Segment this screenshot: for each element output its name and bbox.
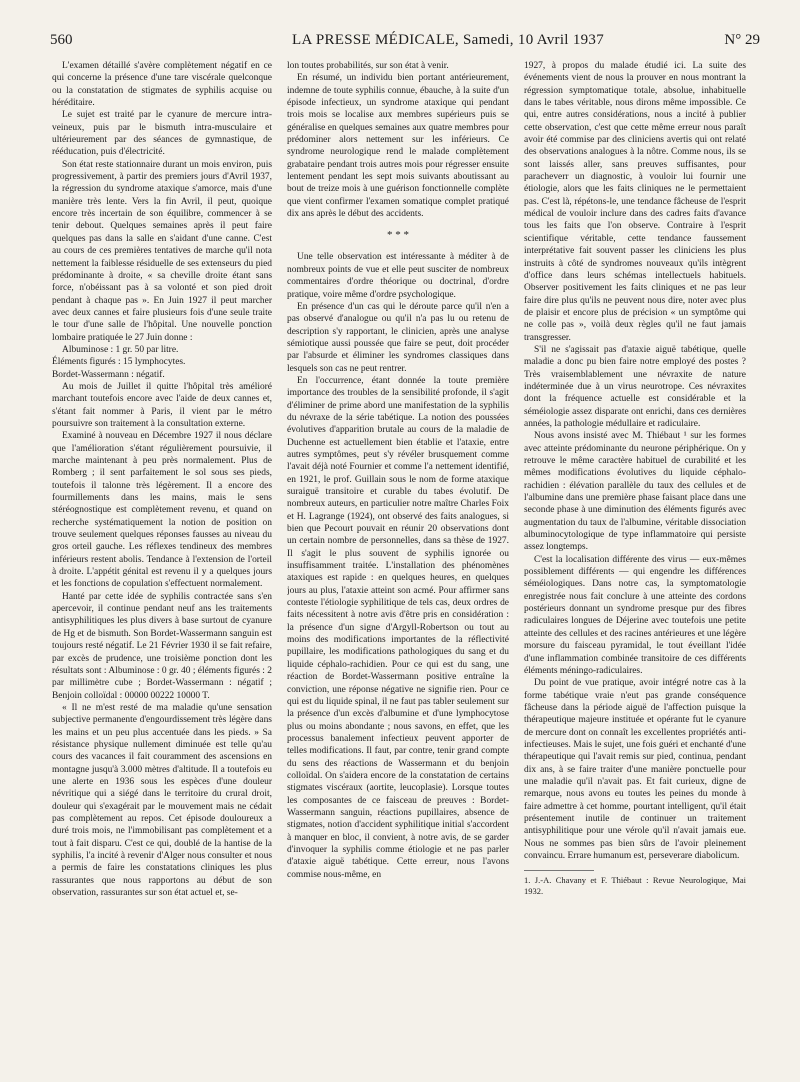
- paragraph: En l'occurrence, étant donnée la toute première importance des troubles de la sensibilité profonde, il s'agit d'éliminer de prime abord une manifestation de la syphilis du névraxe de la série tabétique. La notion des poussées évolutives d'apparition brutale au cours de la maladie de Duchenne est actuellement bien établie et l'ataxie, entre autres symptômes, peut s'y révéler brusquement comme l'avait déjà noté Fournier et comme l'a nettement identifié, en 1921, le prof. Guillain sous le nom de forme ataxique suraiguë transitoire et curable du tabes évolutif. De nombreux auteurs, en particulier notre maître Charles Foix et H. Lagrange (1924), ont observé des faits analogues, si bien que Pecourt pouvait en réunir 20 observations dont un certain nombre de personnelles, dans sa thèse de 1927. Il s'agit le plus souvent de syphilis ignorée ou insuffisamment traitée. L'installation des phénomènes ataxiques est rapide : en quelques heures, en quelques jours au plus, l'ataxie atteint son acmé. Pour affirmer sans conteste l'étiologie syphilitique de tels cas, deux ordres de faits nécessitent à notre avis d'être pris en considération : la présence d'un signe d'Argyll-Robertson ou tout au moins des modifications importantes de la réflectivité pupillaire, les modifications pathologiques du sang et du liquide céphalo-rachidien. Pour ce qui est du sang, une réaction de Bordet-Wassermann positive entraîne la conviction, une réponse négative ne signifie rien. Pour ce qui est du liquide spinal, il ne faut pas tabler seulement sur la présence d'un excès d'albumine et d'une lymphocytose plus ou moins abondante ; nous savons, en effet, que les processus banalement infectieux peuvent apporter de telles modifications. Il faut, par contre, tenir grand compte du sens des réactions de Wassermann et du benjoin colloïdal. On s'aidera encore de la constatation de certains stigmates viscéraux (aortite, leucoplasie). Lorsque toutes les composantes de ce faisceau de preuves : Bordet-Wassermann sanguin, réactions pupillaires, absence de stigmates, notion d'accident syphilitique initial s'accordent à manquer en bloc, il convient, à notre avis, de se garder d'invoquer la syphilis comme étiologie et ne pas parler d'ataxie aiguë tabétique. Cette erreur, nous l'avons commise nous-même, en: [287, 375, 509, 880]
- column-left: [52, 60, 272, 1070]
- paragraph: Son état reste stationnaire durant un mois environ, puis progressivement, à partir des premiers jours d'Avril 1937, la régression du syndrome ataxique s'amorce, mais d'une manière très lente. Vers la fin Avril, il peut, quoique encore très incertain de son équilibre, commencer à se tenir debout. Quelques semaines après il peut faire quelques pas dans la salle en s'aidant d'une canne. C'est au cours de ces premières tentatives de marche qu'il nota nettement la faiblesse résiduelle de ses extenseurs du pied prédominante à droite, « sa cheville droite étant sans force, n'obéissant pas à sa volonté et son pied droit pendant à chaque pas ». En Juin 1927 il peut marcher avec deux cannes et faire plusieurs fois d'une seule traite le tour d'une salle de l'hôpital. Une nouvelle ponction lombaire pratiquée le 27 Juin donne :: [52, 159, 272, 343]
- issue-number: N° 29: [724, 32, 760, 48]
- paragraph: 1927, à propos du malade étudié ici. La suite des événements vient de nous la prouver en nous montrant la régression symptomatique totale, absolue, inhabituelle dans le tabes véritable, nous dirons même impossible. Ce qui, entre autres considérations, nous a incité à publier cette observation, c'est que cette même erreur nous paraît avoir été commise par des cliniciens avertis qui ont relaté des observations analogues à la nôtre. Comme nous, ils se sont laissés aller, sans preuves suffisantes, pour paracheverr un diagnostic, à vouloir lui fournir une étiologie, alors que les faits cliniques ne le permettaient pas. C'est là, répétons-le, une tendance fâcheuse de l'esprit médical de vouloir inclure dans des cadres faits d'avance tous les faits que l'on observe. Contraire à l'esprit scientifique véritable, cette tendance faussement interprétative fait souvent passer les cliniciens les plus instruits à côté de syndromes nouveaux qu'ils intègrent d'office dans leurs schémas intellectuels habituels. Observer positivement les faits cliniques et ne pas leur faire dire plus qu'ils ne peuvent nous dire, noter avec plus de plaisir et encore plus de précision « un symptôme qui ne colle pas », voilà deux règles qu'il ne faut jamais transgresser.: [524, 61, 746, 343]
- paragraph: L'examen détaillé s'avère complètement négatif en ce qui concerne la présence d'une tare viscérale quelconque ou la constatation de stigmates de syphilis acquise ou héréditaire.: [52, 61, 272, 109]
- column-right: [524, 60, 746, 1070]
- paragraph: « Il ne m'est resté de ma maladie qu'une sensation subjective permanente d'engourdissement très légère dans les mains et un peu plus accentuée dans les pieds. » Sa résistance physique nullement diminuée est telle qu'au cours des vacances il fait couramment des ascensions en montagne jusqu'à 3.000 mètres d'altitude. Il a toutefois eu une alerte en 1936 sous les espèces d'une douleur névritique qui a siégé dans le territoire du crural droit, douleur qui s'exagérait par le mouvement mais ne cédait pas complètement au repos. Cet épisode douloureux a duré trois mois, ne l'immobilisant pas complètement et a tout à fait disparu. C'est ce qui, doublé de la hantise de la syphilis, l'a incité à revenir d'Alger nous consulter et nous a permis de faire les constatations cliniques les plus rassurantes que nous rapportons au début de son observation, rassurantes sur son état actuel et, se-: [52, 702, 272, 899]
- section-separator: * * *: [387, 229, 409, 242]
- journal-title: LA PRESSE MÉDICALE, Samedi, 10 Avril 1937: [292, 32, 605, 48]
- lab-result-line: Éléments figurés : 15 lymphocytes.: [52, 357, 186, 368]
- footnote-rule: [524, 870, 594, 871]
- paragraph: Au mois de Juillet il quitte l'hôpital très amélioré marchant toutefois encore avec l'aide de deux cannes et, s'étant fait nommer à Paris, il vient par le métro poursuivre son traitement à la consultation externe.: [52, 381, 272, 429]
- paragraph: lon toutes probabilités, sur son état à venir.: [287, 61, 449, 71]
- page-number: 560: [50, 32, 73, 48]
- paragraph: En présence d'un cas qui le déroute parce qu'il n'en a pas observé d'analogue ou qu'il n'a pas lu ou retenu de description s'y rapportant, le clinicien, après une analyse sémiotique aussi poussée que faire se peut, doit procéder par l'absurde et éliminer les syndromes classiques dans lesquels son cas ne peut rentrer.: [287, 301, 509, 374]
- paragraph: Hanté par cette idée de syphilis contractée sans s'en apercevoir, il continue pendant neuf ans les traitements antisyphilitiques les plus divers à base surtout de cyanure de Hg et de bismuth. Son Bordet-Wassermann sanguin est toujours resté négatif. Le 21 Février 1930 il se fait refaire, par excès de prudence, une troisième ponction dont les résultats sont : Albuminose : 0 gr. 40 ; éléments figurés : 2 par millimètre cube ; Bordet-Wassermann : négatif ; Benjoin colloïdal : 00000 00222 10000 T.: [52, 591, 272, 701]
- page-header: [50, 32, 760, 54]
- footnote: 1. J.-A. Chavany et F. Thiébaut : Revue Neurologique, Mai 1932.: [524, 875, 746, 897]
- paragraph: Du point de vue pratique, avoir intégré notre cas à la forme tabétique vraie n'eut pas grande conséquence fâcheuse dans la période aiguë de l'affection puisque la thérapeutique majeure instituée et opérante fut le cyanure de mercure dont on connaît les excellentes propriétés anti-infectieuses. Mais le sujet, une fois guéri et enchanté d'une thérapeutique qui l'avait remis sur pied, continua, pendant dix ans, à se faire traiter d'une manière ponctuelle pour une maladie qu'il n'avait pas. Et fait curieux, digne de remarque, nous avons eu toutes les peines du monde à faire admettre à cet homme, pourtant intelligent, qu'il était présentement inutile de continuer un traitement antisyphilitique pour une vérole qu'il n'avait jamais eue. Nous ne sommes pas bien sûrs de l'avoir pleinement convaincu. Errare humanum est, perseverare diabolicum.: [524, 678, 746, 861]
- paragraph: Le sujet est traité par le cyanure de mercure intra-veineux, puis par le bismuth intra-musculaire et ultérieurement par des séances de gymnastique, de rééducation, puis d'électricité.: [52, 110, 272, 158]
- paragraph: Examiné à nouveau en Décembre 1927 il nous déclare que l'amélioration s'étant régulièrement poursuivie, il marche maintenant à peu près normalement. Plus de Romberg ; il sent parfaitement le sol sous ses pieds, toutefois il talonne très légèrement. Il a encore des fourmillements dans les mains, mais le sens stéréognostique est complètement revenu, et quand on recherche systématiquement la notion de position on trouve seulement quelques réponses fausses au niveau du gros orteil gauche. Les réflexes tendineux des membres inférieurs restent abolis. Tendance à l'extension de l'orteil à droite. L'appétit génital est revenu il y a quelques jours et les fonctions de copulation s'effectuent normalement.: [52, 431, 272, 590]
- lab-result-line: Bordet-Wassermann : négatif.: [52, 369, 165, 380]
- lab-result-line: Albuminose : 1 gr. 50 par litre.: [62, 344, 179, 355]
- paragraph: S'il ne s'agissait pas d'ataxie aiguë tabétique, quelle maladie a donc pu bien faire notre employé des postes ? Très vraisemblablement une névraxite de nature indéterminée due à un virus neurotrope. Ces névraxites dont la fréquence actuelle est considérable et la séméiologie assez disparate ont enrichi, dans ces dernières années, la pathologie médullaire et radiculaire.: [524, 344, 746, 429]
- column-middle: [287, 60, 509, 1070]
- paragraph: Nous avons insisté avec M. Thiébaut ¹ sur les formes avec atteinte prédominante du neurone périphérique. On y retrouve le même caractère habituel de curabilité et les mêmes modifications évolutives du liquide céphalo-rachidien : élévation parallèle du taux des cellules et de l'albumine dans une première phase faisant place dans une seconde phase à une diminution des éléments figurés avec augmentation du taux de l'albumine, véritable dissociation albuminocytologique de type inflammatoire qui persiste assez longtemps.: [524, 431, 746, 553]
- paragraph: C'est la localisation différente des virus — eux-mêmes possiblement différents — qui engendre les différences séméiologiques. Dans notre cas, la symptomatologie enregistrée nous fait conclure à une atteinte des cordons postérieurs donnant un syndrome presque pur des fibres radiculaires longues de Déjerine avec toutefois une petite atteinte des cellules et des racines antérieures et une légère morsure du faisceau pyramidal, le tout éveillant l'idée d'une inflammation combinée transitoire de ces différents éléments méningo-radiculaires.: [524, 554, 746, 676]
- paragraph: En résumé, un individu bien portant antérieurement, indemne de toute syphilis connue, ébauche, à la suite d'un épisode infectieux, un syndrome ataxique qui pendant trois mois se localise aux membres supérieurs puis se généralise en quelques semaines aux quatre membres pour prédominer alors nettement sur les inférieurs. Ce syndrome neurologique rend le malade complètement grabataire pendant trois autres mois pour régresser ensuite lentement pendant les sept mois suivants aboutissant au bout de treize mois à une guérison fonctionnelle complète que vient confirmer l'examen somatique complet pratiqué dix ans après le début des accidents.: [287, 73, 509, 220]
- paragraph: Une telle observation est intéressante à méditer à de nombreux points de vue et elle peut susciter de nombreux commentaires d'ordre théorique ou doctrinal, d'ordre pratique, voire même d'ordre psychologique.: [287, 252, 509, 300]
